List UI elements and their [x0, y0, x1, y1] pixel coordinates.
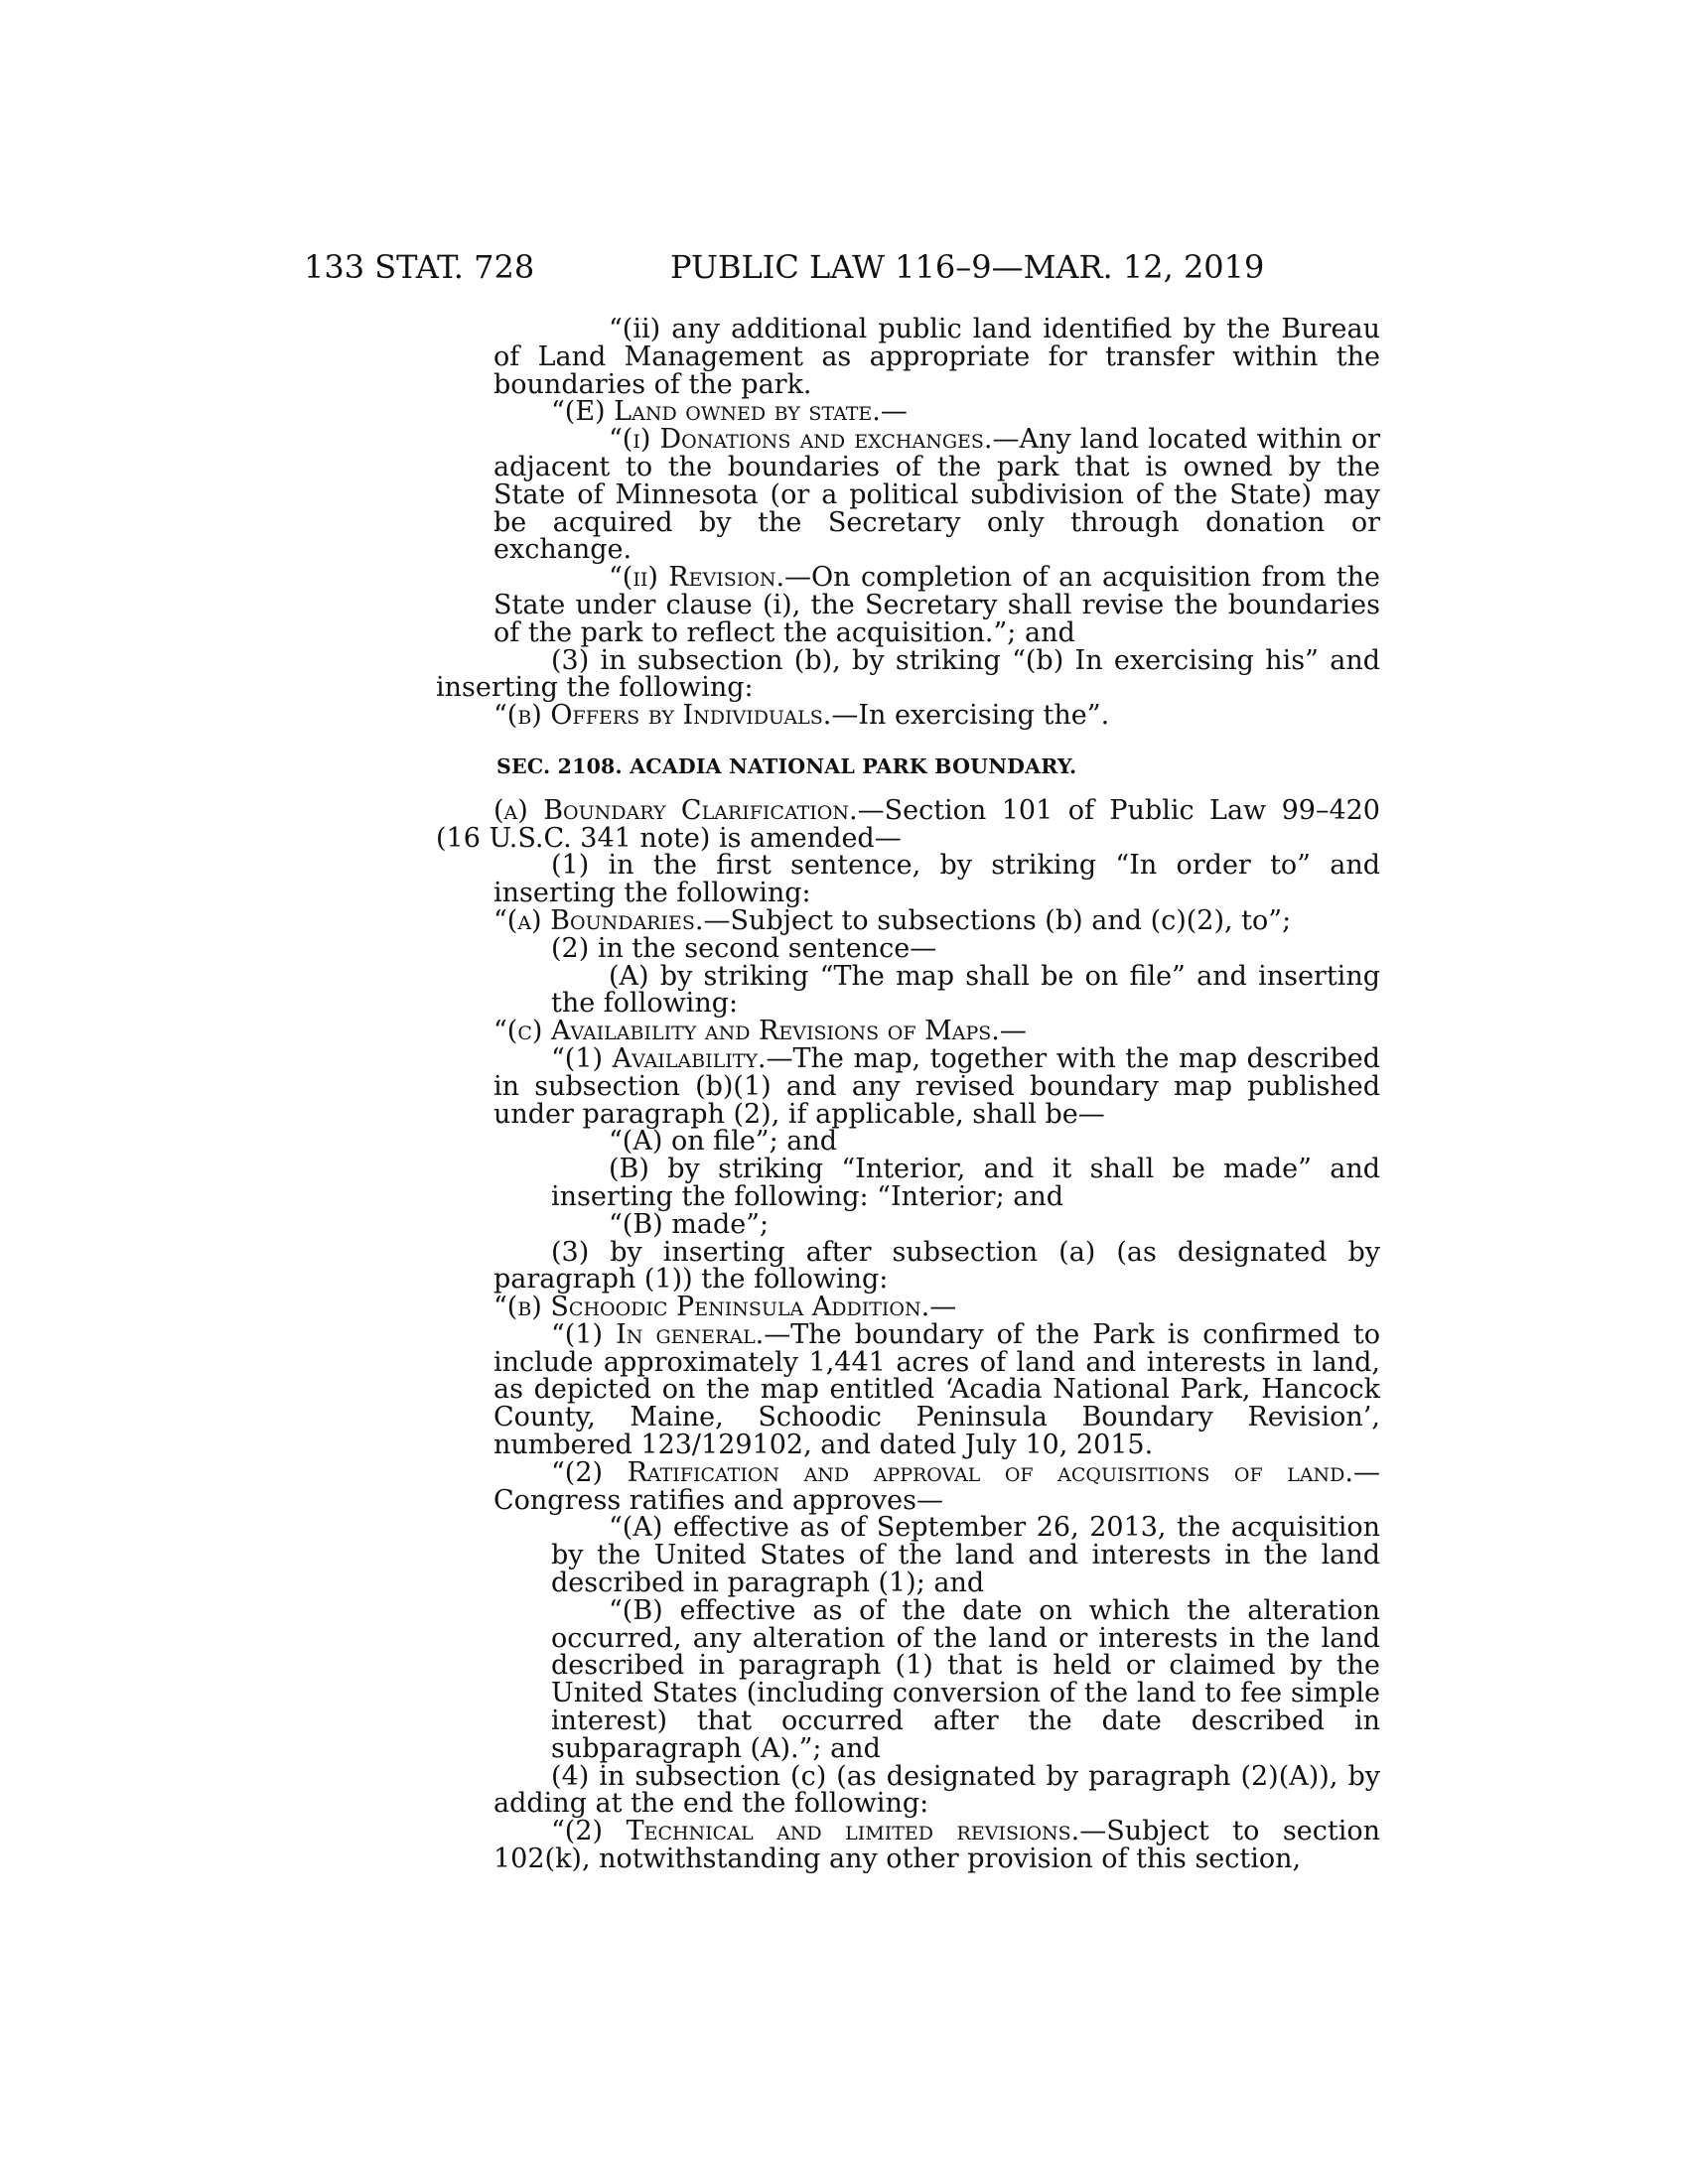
in-general-heading: “(1) In general.: [551, 1318, 765, 1350]
revision-text: —On completion of an acquisition from the State under clause (i), the Secretary shall revise the boundaries of the park to reflect the acquisition.”; and: [493, 562, 1380, 648]
technical-revisions-heading: “(2) Technical and limited revisions.: [551, 1816, 1080, 1847]
clause-ii-revision: [493, 564, 1380, 646]
law-title-header: PUBLIC LAW 116–9—MAR. 12, 2019: [670, 248, 1265, 286]
subparagraph-a-september-2013: “(A) effective as of September 26, 2013, the acquisition by the United States of the land and interests in the land described in paragraph (1); and: [551, 1512, 1380, 1599]
offers-by-individuals: [493, 702, 1380, 730]
clause-ii-public-land: “(ii) any additional public land identified by the Bureau of Land Management as appropriate for transfer within the boundaries of the park.: [493, 314, 1380, 400]
paragraph-1-availability: [493, 1042, 1381, 1130]
technical-revisions-text: —Subject to section 102(k), notwithstanding any other provision of this section,: [493, 1816, 1380, 1875]
paragraph-2-technical-revisions: [493, 1818, 1380, 1873]
subsection-a-boundary-clarification: [436, 794, 1380, 854]
paragraph-1-first-sentence: (1) in the first sentence, by striking “In order to” and inserting the following:: [493, 850, 1380, 909]
ratification-heading: “(2) Ratification and approval of acquisitions of land.: [551, 1456, 1353, 1488]
subparagraph-b-striking-interior: (B) by striking “Interior, and it shall be made” and inserting the following: “Interior; and: [551, 1154, 1380, 1212]
boundaries-insert: [493, 904, 1380, 936]
section-heading: SEC. 2108. ACADIA NATIONAL PARK BOUNDARY.: [496, 753, 1077, 778]
paragraph-2-ratification: [493, 1456, 1380, 1516]
paragraph-4-subsection-c: (4) in subsection (c) (as designated by paragraph (2)(A)), by adding at the end the following:: [493, 1760, 1380, 1820]
schoodic-peninsula-heading: “(b) Schoodic Peninsula Addition.—: [493, 1292, 957, 1323]
paragraph-3-inserting: (3) by inserting after subsection (a) (as designated by paragraph (1)) the following:: [493, 1236, 1380, 1296]
offers-text: —In exercising the”.: [831, 700, 1110, 732]
ratification-text: —Congress ratifies and approves—: [493, 1456, 1380, 1516]
subparagraph-e-heading: [493, 398, 1380, 426]
revision-heading: “(ii) Revision.: [609, 562, 785, 594]
boundaries-text: —Subject to subsections (b) and (c)(2), to”;: [703, 904, 1292, 936]
subparagraph-a-on-file: “(A) on file”; and: [609, 1126, 838, 1158]
offers-heading: “(b) Offers by Individuals.: [493, 700, 832, 732]
availability-heading: “(1) Availability.: [551, 1042, 767, 1074]
subparagraph-b-alteration: “(B) effective as of the date on which the alteration occurred, any alteration of the land or interests in the land described in paragraph (1) that is held or claimed by the United States (including conversion of the land to fee simple interest) that occurred after the date described in subparagraph (A).”; and: [551, 1594, 1380, 1764]
boundaries-heading: “(a) Boundaries.: [493, 904, 704, 936]
schoodic-heading-line: [493, 1294, 1380, 1321]
page-reference: 133 STAT. 728: [304, 248, 535, 286]
paragraph-2-second-sentence: (2) in the second sentence—: [551, 932, 937, 964]
paragraph-3-subsection-b: (3) in subsection (b), by striking “(b) In exercising his” and inserting the following:: [436, 644, 1380, 704]
boundary-clarification-heading: (a) Boundary Clarification.: [493, 794, 858, 826]
availability-revisions-heading-line: [493, 1018, 1380, 1045]
subparagraph-b-made: “(B) made”;: [609, 1208, 770, 1240]
paragraph-1-in-general: [493, 1318, 1380, 1461]
availability-revisions-heading: “(c) Availability and Revisions of Maps.—: [493, 1016, 1027, 1047]
boundary-clarification-text: —Section 101 of Public Law 99–420 (16 U.S.C. 341 note) is amended—: [436, 794, 1380, 854]
availability-text: —The map, together with the map described in subsection (b)(1) and any revised boundary map published under paragraph (2), if applicable, shall be—: [493, 1042, 1381, 1130]
in-general-text: —The boundary of the Park is confirmed to include approximately 1,441 acres of land and interests in land, as depicted on the map entitled ‘Acadia National Park, Hancock County, Maine, Schoodic Peninsula Boundary Revision’, numbered 123/129102, and dated July 10, 2015.: [493, 1318, 1380, 1461]
land-owned-by-state-heading: “(E) Land owned by state.—: [551, 396, 908, 428]
subparagraph-a-striking-map: (A) by striking “The map shall be on file” and inserting the following:: [551, 960, 1380, 1020]
clause-i-donations: [493, 426, 1380, 564]
donations-exchanges-text: —Any land located within or adjacent to the boundaries of the park that is owned by the State of Minnesota (or a political subdivision of the State) may be acquired by the Secretary only through donation or exchange.: [493, 424, 1380, 566]
law-text: [436, 314, 1381, 1875]
donations-exchanges-heading: “(i) Donations and exchanges.: [609, 424, 993, 456]
